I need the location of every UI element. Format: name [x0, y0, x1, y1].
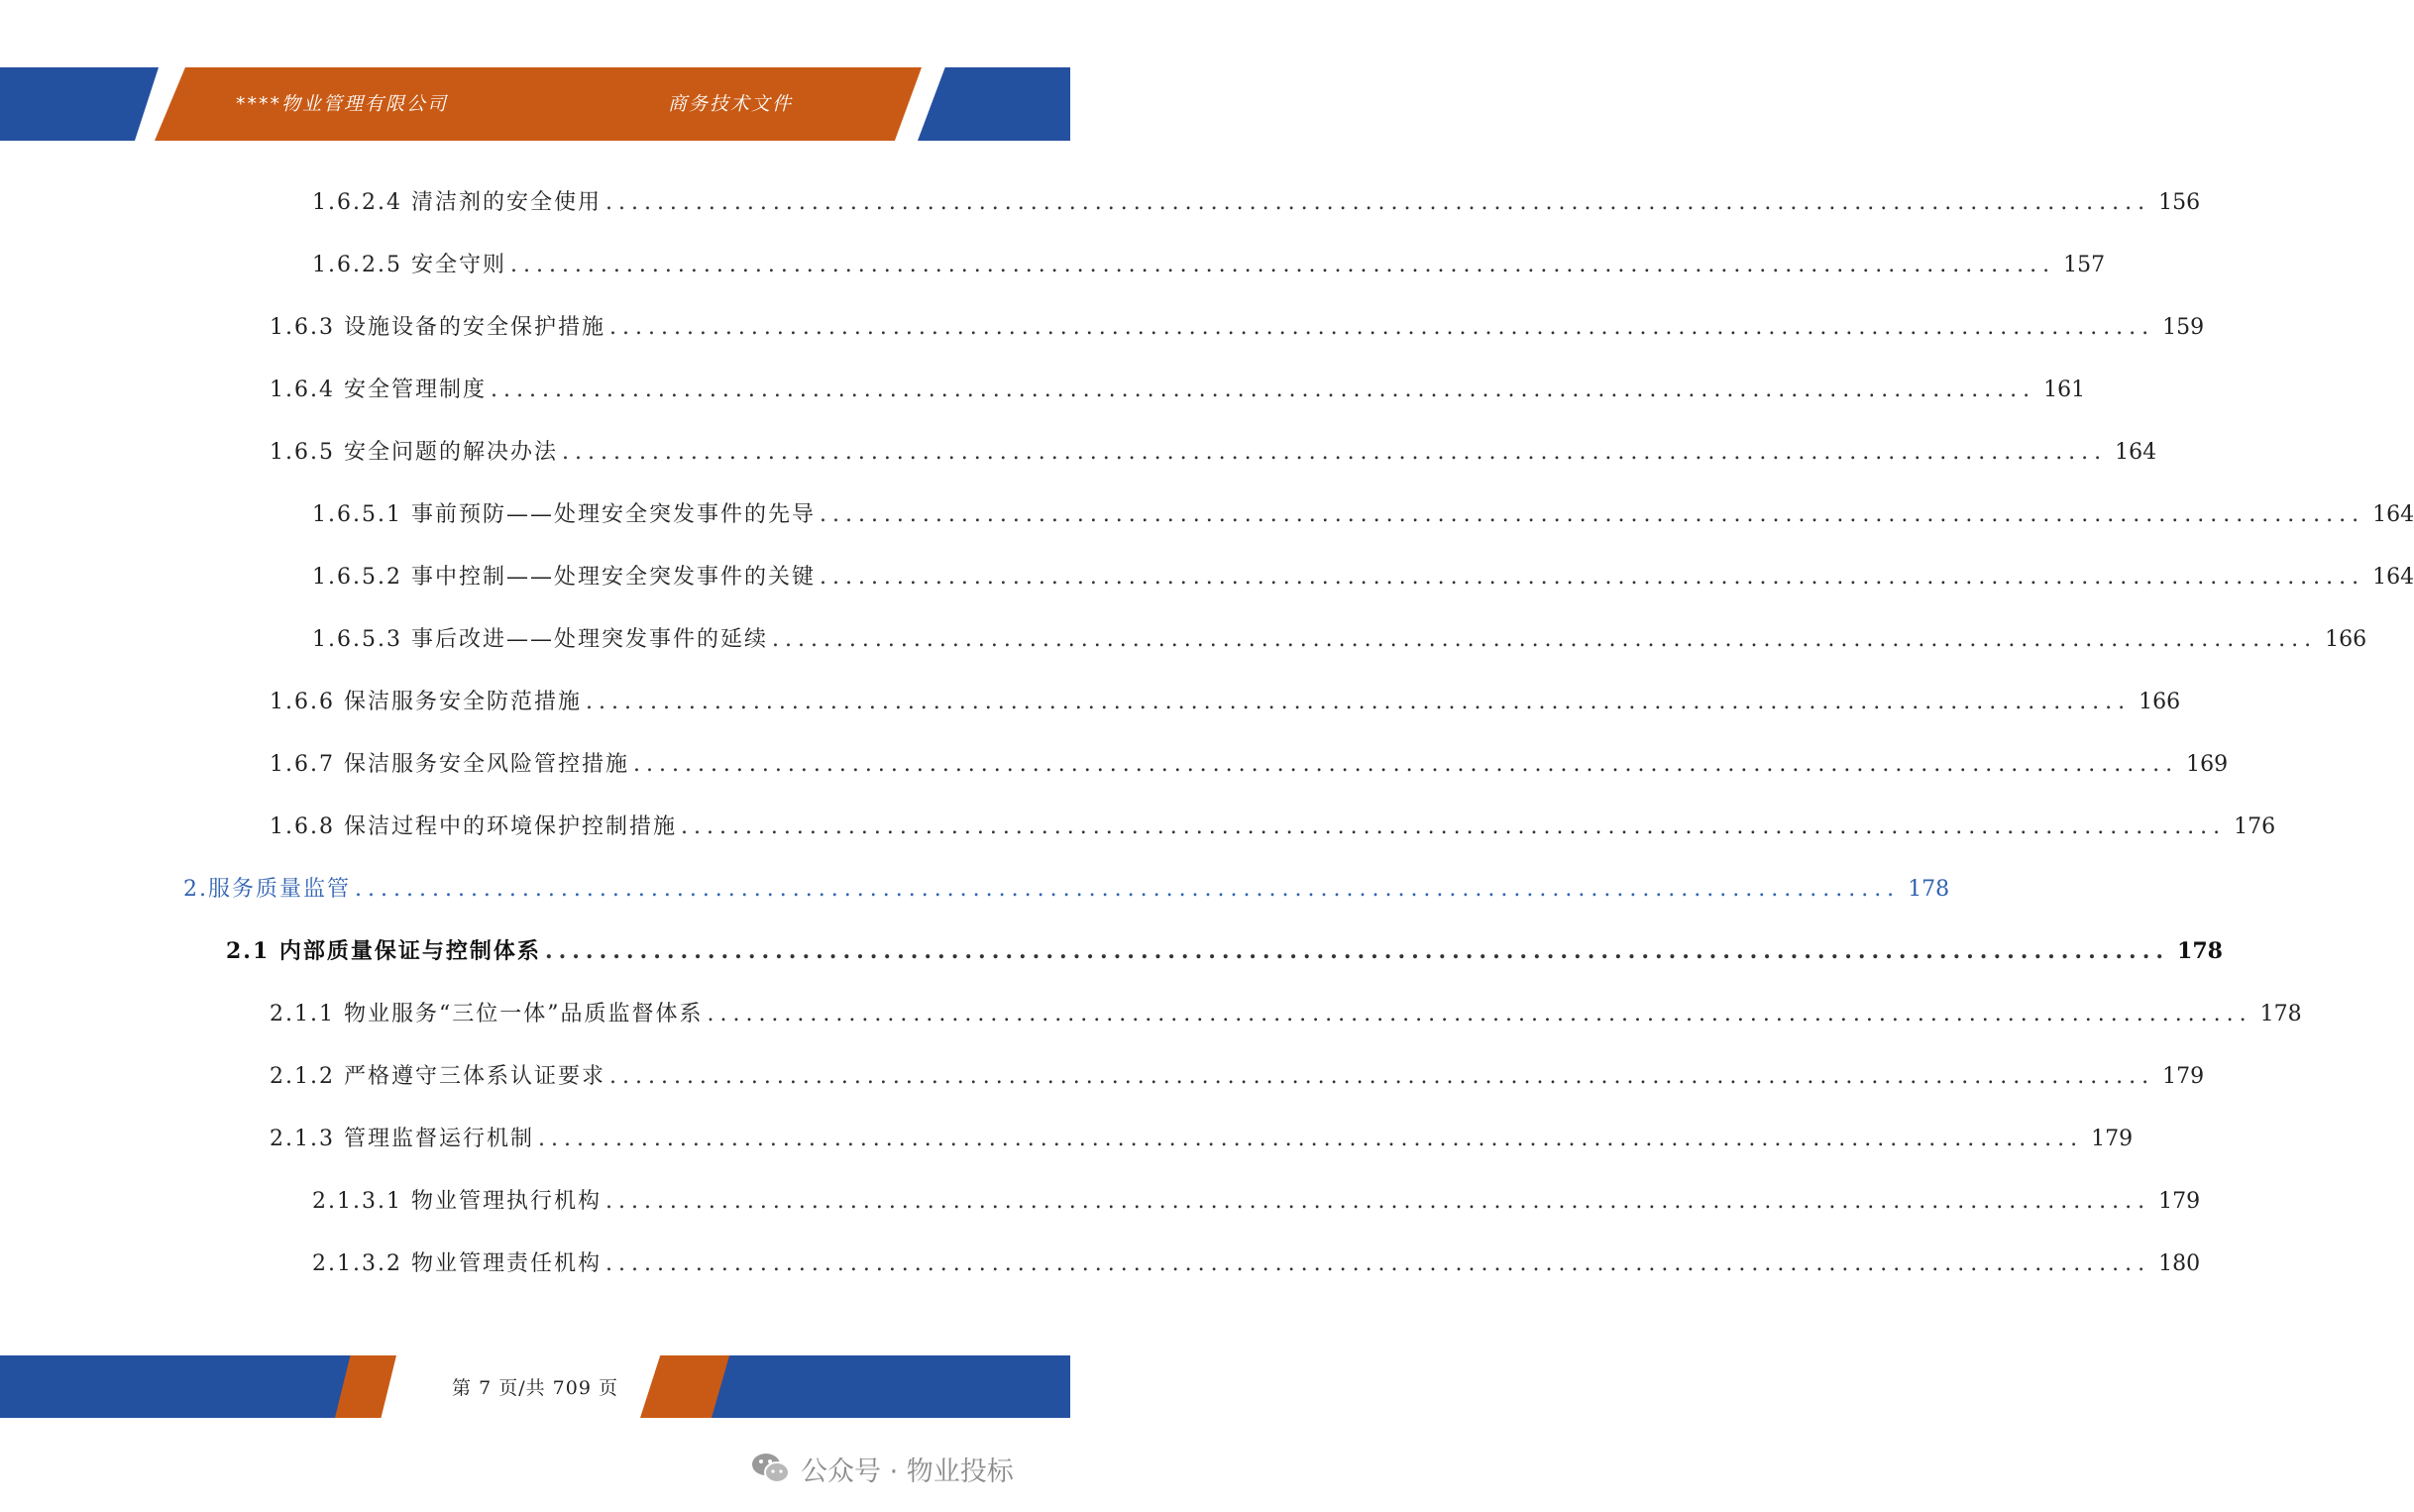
toc-dot-leader: ........................................................................................................................ — [707, 1002, 2252, 1026]
toc-entry-title: 2.1 内部质量保证与控制体系 — [226, 938, 541, 964]
toc-row[interactable] — [270, 997, 2302, 1036]
toc-row-section[interactable] — [226, 934, 2223, 974]
toc-row[interactable] — [312, 560, 2414, 599]
header-right-blue-stripe — [918, 67, 1070, 141]
toc-entry-title: 1.6.5.2 事中控制——处理安全突发事件的关键 — [312, 565, 816, 590]
watermark-text: 公众号 · 物业投标 — [801, 1456, 1014, 1487]
toc-dot-leader: ........................................................................................................................ — [585, 690, 2132, 714]
toc-entry-title: 1.6.2.4 清洁剂的安全使用 — [312, 190, 602, 215]
toc-page-number: 164 — [2115, 440, 2157, 465]
toc-dot-leader: ........................................................................................................................ — [632, 752, 2179, 777]
toc-dot-leader: ........................................................................................................................ — [604, 190, 2151, 215]
toc-dot-leader: ........................................................................................................................ — [561, 440, 2108, 465]
toc-row[interactable] — [270, 1122, 2134, 1161]
toc-row[interactable] — [312, 497, 2414, 537]
toc-entry-title: 1.6.2.5 安全守则 — [312, 253, 506, 277]
toc-row[interactable] — [312, 1184, 2201, 1224]
toc-dot-leader: ........................................................................................................................ — [509, 253, 2056, 277]
toc-row[interactable] — [312, 622, 2367, 662]
toc-row[interactable] — [270, 435, 2157, 475]
toc-dot-leader: ........................................................................................................................ — [490, 378, 2036, 402]
wechat-watermark — [751, 1447, 1014, 1490]
toc-page-number: 164 — [2372, 565, 2414, 590]
toc-entry-title: 1.6.5.3 事后改进——处理突发事件的延续 — [312, 627, 768, 652]
toc-row[interactable] — [270, 810, 2276, 849]
toc-row[interactable] — [270, 373, 2086, 412]
toc-dot-leader: ........................................................................................................................ — [680, 814, 2227, 839]
toc-entry-title: 2.1.1 物业服务“三位一体”品质监督体系 — [270, 1002, 704, 1026]
toc-dot-leader: ........................................................................................................................ — [608, 315, 2155, 340]
toc-entry-title: 1.6.3 设施设备的安全保护措施 — [270, 315, 605, 340]
toc-entry-title: 1.6.4 安全管理制度 — [270, 378, 487, 402]
toc-page-number: 176 — [2234, 814, 2276, 839]
toc-row[interactable] — [270, 1059, 2205, 1099]
toc-row[interactable] — [270, 685, 2181, 724]
toc-page-number: 178 — [2177, 938, 2223, 964]
toc-page-number: 180 — [2158, 1251, 2201, 1276]
toc-entry-title: 2.1.3.1 物业管理执行机构 — [312, 1189, 602, 1214]
toc-entry-title: 1.6.6 保洁服务安全防范措施 — [270, 690, 582, 714]
toc-page-number: 179 — [2091, 1127, 2134, 1151]
wechat-icon — [751, 1452, 791, 1485]
toc-dot-leader: ........................................................................................................................ — [819, 565, 2365, 590]
toc-dot-leader: ........................................................................................................................ — [544, 938, 2170, 964]
toc-page-number: 157 — [2063, 253, 2106, 277]
toc-dot-leader: ........................................................................................................................ — [537, 1127, 2084, 1151]
toc-entry-title: 2.1.2 严格遵守三体系认证要求 — [270, 1064, 605, 1089]
toc-row[interactable] — [270, 310, 2205, 350]
toc-row[interactable] — [312, 185, 2201, 225]
toc-page-number: 179 — [2158, 1189, 2201, 1214]
toc-dot-leader: ........................................................................................................................ — [604, 1189, 2151, 1214]
toc-dot-leader: ........................................................................................................................ — [604, 1251, 2151, 1276]
toc-dot-leader: ........................................................................................................................ — [608, 1064, 2155, 1089]
header-company-name: ****物业管理有限公司 — [236, 93, 449, 115]
toc-entry-title: 2.服务质量监管 — [183, 877, 351, 902]
toc-row[interactable] — [270, 747, 2229, 787]
toc-page-number: 179 — [2162, 1064, 2205, 1089]
toc-dot-leader: ........................................................................................................................ — [819, 502, 2365, 527]
toc-row[interactable] — [312, 248, 2106, 287]
toc-row-chapter[interactable] — [183, 872, 1950, 912]
toc-page-number: 166 — [2325, 627, 2367, 652]
toc-entry-title: 1.6.8 保洁过程中的环境保护控制措施 — [270, 814, 677, 839]
toc-dot-leader: ........................................................................................................................ — [771, 627, 2318, 652]
toc-entry-title: 1.6.5.1 事前预防——处理安全突发事件的先导 — [312, 502, 816, 527]
toc-page-number: 166 — [2139, 690, 2181, 714]
toc-entry-title: 1.6.5 安全问题的解决办法 — [270, 440, 558, 465]
toc-dot-leader: ........................................................................................................................ — [355, 877, 1901, 902]
header-doc-type: 商务技术文件 — [668, 93, 794, 115]
toc-page-number: 178 — [1908, 877, 1950, 902]
toc-page-number: 156 — [2158, 190, 2201, 215]
toc-entry-title: 2.1.3 管理监督运行机制 — [270, 1127, 534, 1151]
toc-page-number: 159 — [2162, 315, 2205, 340]
toc-page-number: 178 — [2259, 1002, 2302, 1026]
header-left-blue-stripe — [0, 67, 159, 141]
toc-page-number: 164 — [2372, 502, 2414, 527]
page-number-label: 第 7 页/共 709 页 — [452, 1377, 618, 1399]
toc-row[interactable] — [312, 1246, 2201, 1286]
toc-entry-title: 1.6.7 保洁服务安全风险管控措施 — [270, 752, 629, 777]
toc-page-number: 161 — [2043, 378, 2086, 402]
toc-entry-title: 2.1.3.2 物业管理责任机构 — [312, 1251, 602, 1276]
toc-page-number: 169 — [2186, 752, 2229, 777]
page-header-band — [0, 67, 1070, 141]
